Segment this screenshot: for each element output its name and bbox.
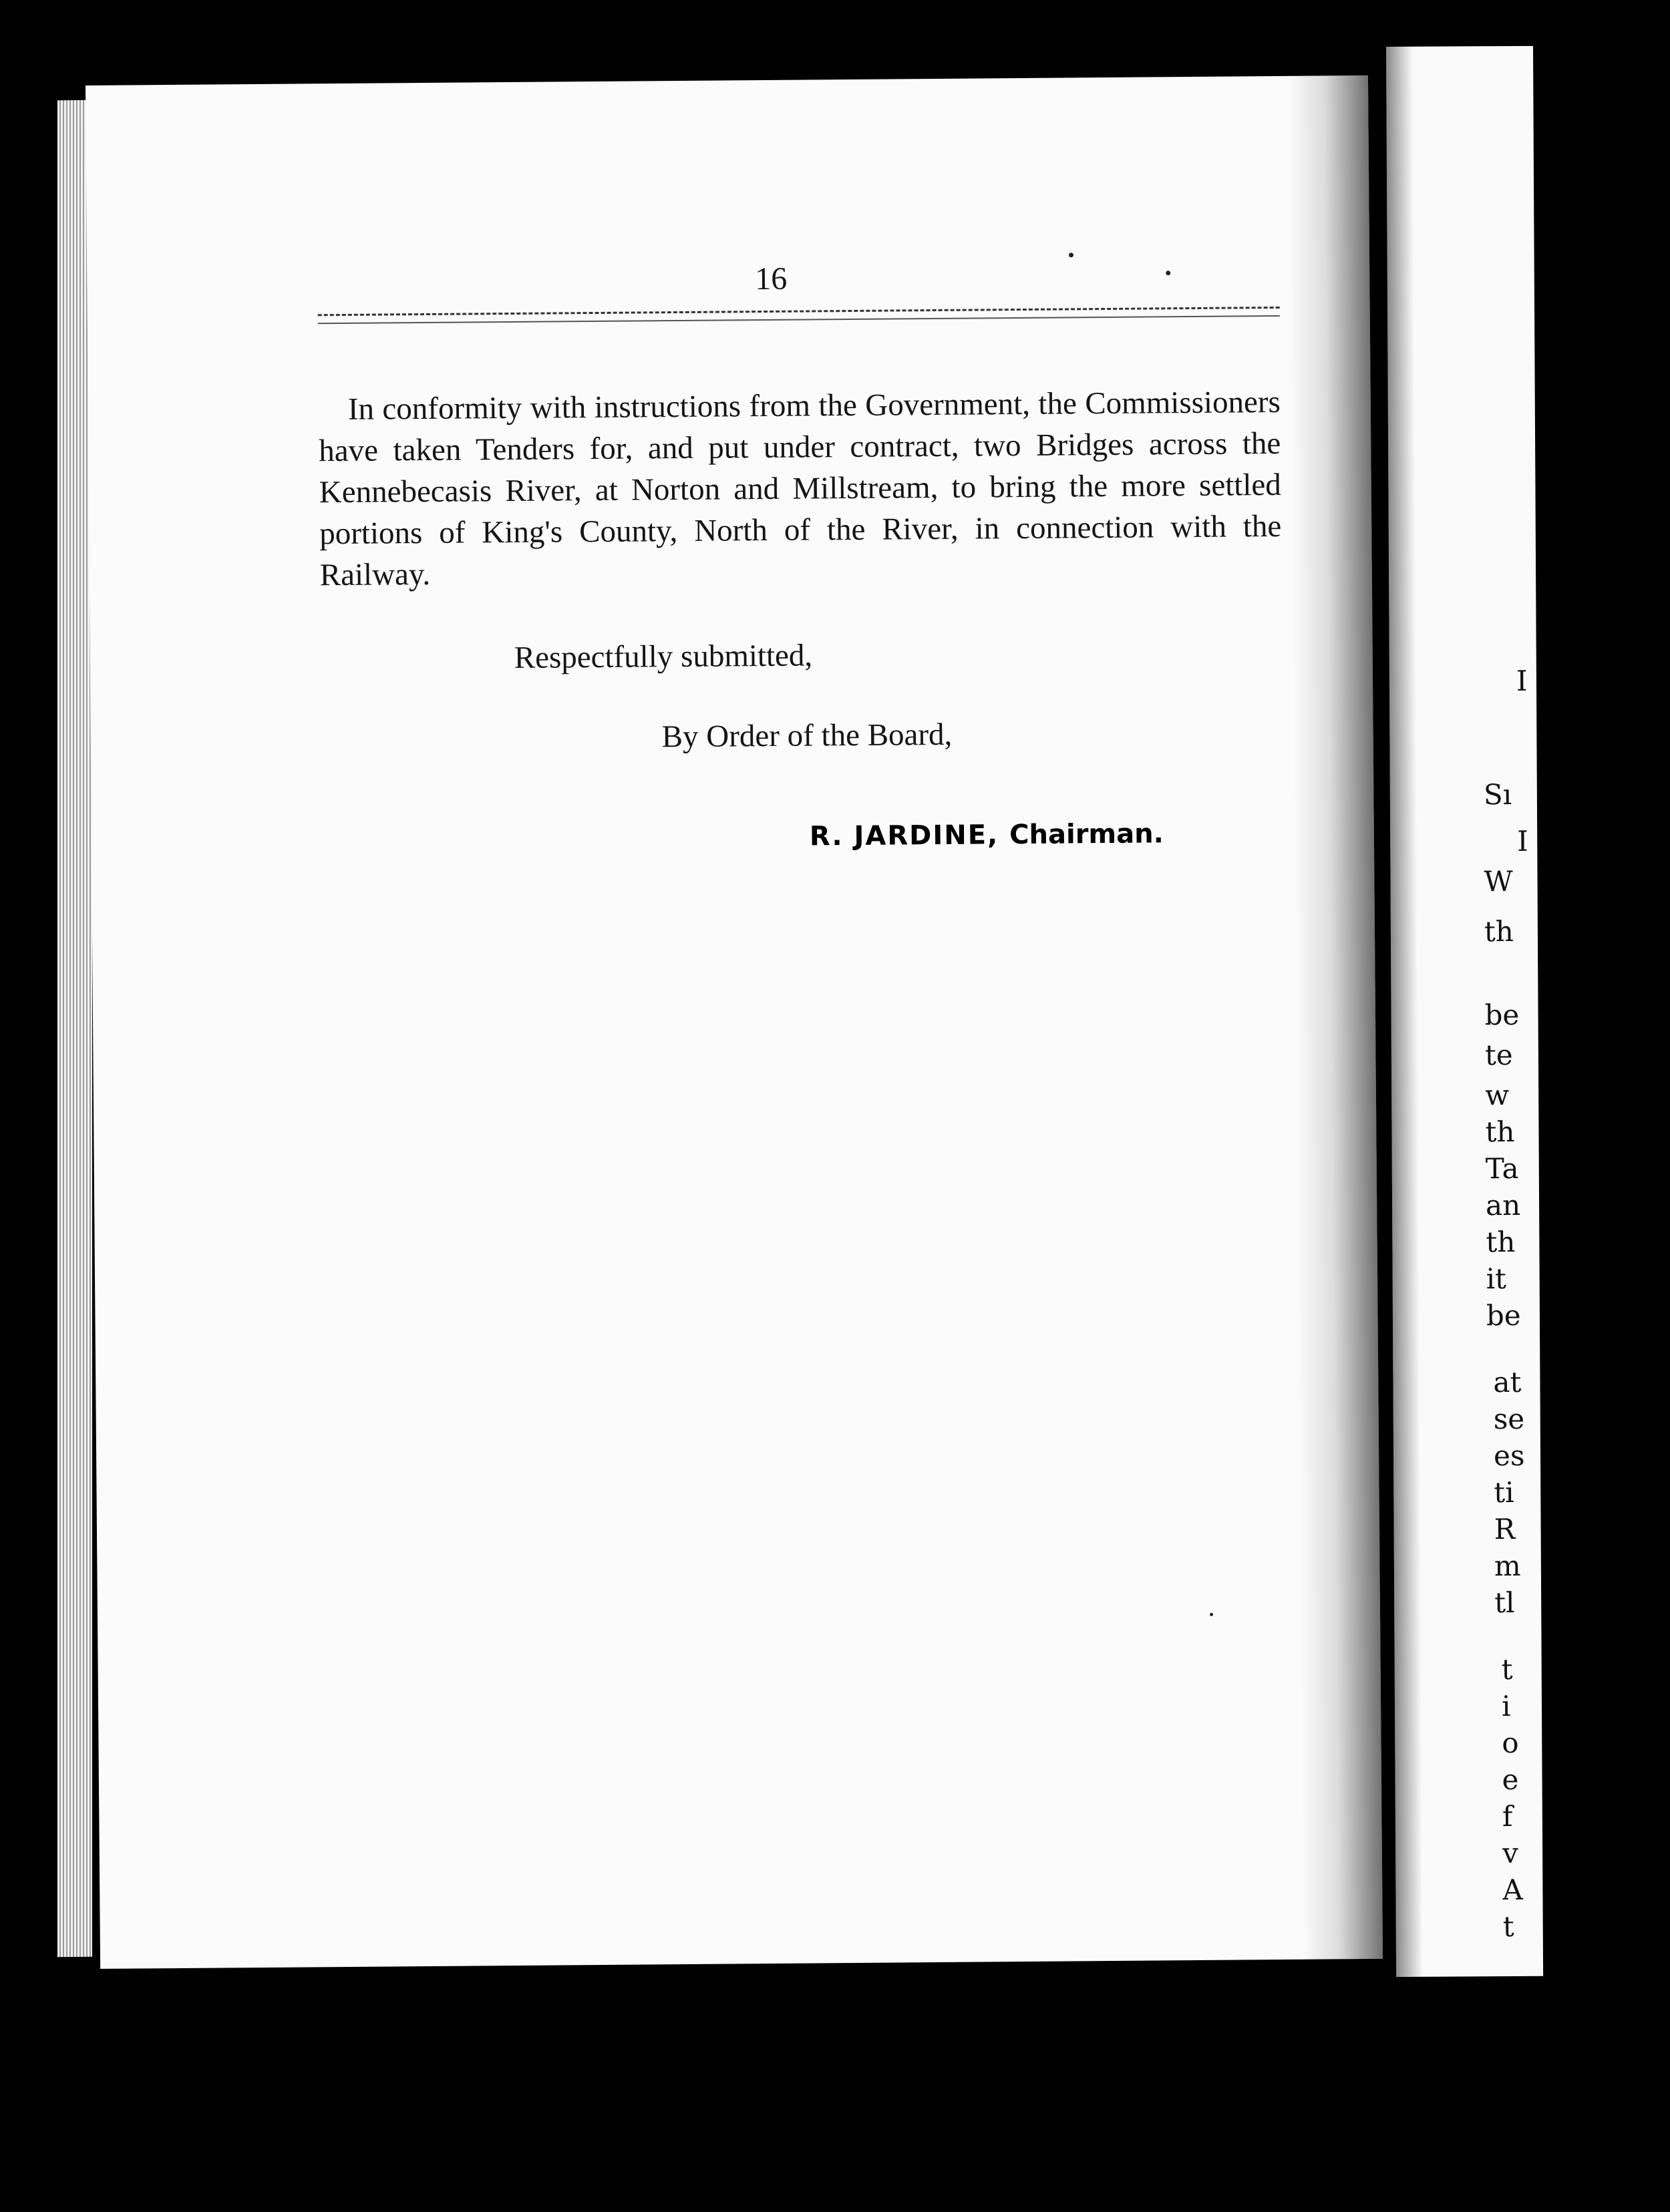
facing-page-fragment: th — [1484, 915, 1514, 948]
facing-page-fragment: be — [1484, 998, 1520, 1032]
facing-page-fragment: m — [1494, 1549, 1521, 1583]
book-page-edges — [57, 100, 92, 1958]
facing-page-fragment: Sı — [1483, 778, 1512, 811]
facing-page-fragment: e — [1502, 1763, 1519, 1797]
page-number: 16 — [755, 260, 788, 297]
document-page — [86, 75, 1383, 1969]
facing-page-fragment: A — [1502, 1873, 1523, 1907]
scan-speck — [1166, 270, 1170, 275]
facing-page-fragment: tl — [1494, 1586, 1515, 1620]
facing-page-fragment: it — [1486, 1262, 1507, 1296]
signature — [810, 818, 1164, 852]
facing-page-fragment: se — [1493, 1402, 1525, 1436]
page-gutter-shadow — [1288, 75, 1383, 1960]
header-rule — [318, 307, 1280, 324]
facing-page-fragment: W — [1484, 865, 1513, 898]
scan-speck — [1210, 1613, 1213, 1616]
facing-page-shadow — [1386, 47, 1423, 1977]
facing-page-fragment: th — [1485, 1115, 1515, 1149]
facing-page-fragment: be — [1486, 1298, 1521, 1332]
order-line: By Order of the Board, — [661, 717, 953, 755]
body-paragraph: In conformity with instructions from the Government, the Commissioners have taken Tenders for, and put under contract, two Bridges across the Kennebecasis River, at Norton and Millstream, to bring the more settled portions of King's County, North of the River, in connection with the Railway. — [319, 384, 1282, 593]
facing-page-fragment: v — [1502, 1837, 1519, 1870]
facing-page-fragment: I — [1517, 824, 1528, 858]
scan-speck — [1069, 252, 1073, 257]
closing-line: Respectfully submitted, — [514, 638, 813, 675]
facing-page-fragment: ti — [1494, 1476, 1514, 1509]
facing-page-fragment: I — [1516, 664, 1528, 697]
facing-page — [1386, 46, 1543, 1977]
facing-page-fragment: f — [1502, 1800, 1513, 1833]
signature-name: R. JARDINE, — [809, 819, 999, 852]
facing-page-fragment: w — [1485, 1079, 1510, 1112]
facing-page-fragment: es — [1493, 1439, 1525, 1473]
facing-page-fragment: o — [1502, 1726, 1519, 1760]
signature-title: Chairman. — [1009, 818, 1164, 851]
facing-page-fragment: te — [1484, 1039, 1513, 1072]
facing-page-fragment: an — [1485, 1188, 1521, 1222]
facing-page-fragment: i — [1501, 1690, 1511, 1723]
facing-page-fragment: t — [1501, 1653, 1513, 1686]
facing-page-fragment: R — [1494, 1513, 1516, 1546]
facing-page-fragment: Ta — [1485, 1151, 1519, 1185]
facing-page-fragment: th — [1486, 1226, 1516, 1259]
facing-page-fragment: t — [1502, 1910, 1514, 1944]
facing-page-fragment: at — [1493, 1365, 1522, 1399]
